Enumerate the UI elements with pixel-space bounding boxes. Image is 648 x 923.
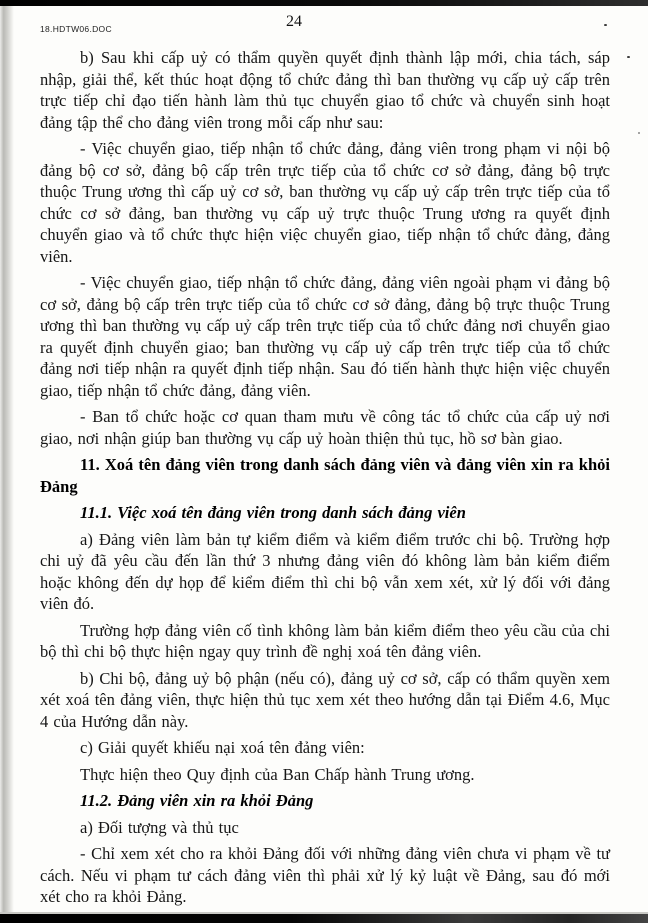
scan-edge-top [0,0,648,6]
paragraph: - Việc chuyển giao, tiếp nhận tổ chức đảng, đảng viên ngoài phạm vi đảng bộ cơ sở, đảng bộ cấp trên trực tiếp của tổ chức cơ sở đảng, đảng bộ trực thuộc Trung ương thì ban thường vụ cấp uỷ cấp trên trực tiếp của tổ chức đảng nơi chuyển giao ra quyết định chuyển giao; ban thường vụ cấp uỷ cấp trên trực tiếp của tổ chức đảng nơi tiếp nhận ra quyết định tiếp nhận. Sau đó tiến hành thực hiện việc chuyển giao, tiếp nhận tổ chức đảng, đảng viên. [40,273,610,400]
section-heading: 11. Xoá tên đảng viên trong danh sách đảng viên và đảng viên xin ra khỏi Đảng [40,455,610,496]
paragraph: - Ban tổ chức hoặc cơ quan tham mưu về công tác tổ chức của cấp uỷ nơi giao, nơi nhận giúp ban thường vụ cấp uỷ hoàn thiện thủ tục, hồ sơ bàn giao. [40,407,610,448]
scan-speck [638,132,640,134]
paragraph: a) Đối tượng và thủ tục [80,817,239,837]
paragraph: - Chỉ xem xét cho ra khỏi Đảng đối với những đảng viên chưa vi phạm về tư cách. Nếu vi phạm tư cách đảng viên thì phải xử lý kỷ luật về Đảng, sau đó mới xét cho ra khỏi Đảng. [40,844,610,906]
paragraph: c) Giải quyết khiếu nại xoá tên đảng viên: [80,738,365,757]
scan-edge-left [0,6,14,914]
document-code: 18.HDTW06.DOC [40,24,112,34]
paragraph: - Việc chuyển giao, tiếp nhận tổ chức đảng, đảng viên trong phạm vi nội bộ đảng bộ cơ sở, đảng bộ cấp trên trực tiếp của tổ chức cơ sở đảng, đảng bộ trực thuộc Trung ương thì cấp uỷ cơ sở, ban thường vụ cấp uỷ cấp trên trực tiếp của tổ chức cơ sở đảng, ban thường vụ cấp uỷ trực thuộc Trung ương ra quyết định chuyển giao và tổ chức thực hiện việc chuyển giao, tiếp nhận tổ chức đảng, đảng viên. [40,139,610,266]
paragraph: Thực hiện theo Quy định của Ban Chấp hành Trung ương. [80,764,475,784]
paragraph: b) Sau khi cấp uỷ có thẩm quyền quyết định thành lập mới, chia tách, sáp nhập, giải thể, kết thúc hoạt động tổ chức đảng thì ban thường vụ cấp uỷ cấp trên trực tiếp chỉ đạo tiến hành làm thủ tục chuyển giao tổ chức và chuyển sinh hoạt đảng tập thể cho đảng viên trong mỗi cấp như sau: [40,48,610,132]
paragraph: a) Đảng viên làm bản tự kiểm điểm và kiểm điểm trước chi bộ. Trường hợp chi uỷ đã yêu cầu đến lần thứ 3 nhưng đảng viên đó không làm bản kiểm điểm hoặc không đến dự họp để kiểm điểm thì chi bộ vẫn xem xét, xử lý đối với đảng viên đó. [40,529,610,613]
paragraph: Trường hợp đảng viên cố tình không làm bản kiểm điểm theo yêu cầu của chi bộ thì chi bộ thực hiện ngay quy trình đề nghị xoá tên đảng viên. [40,620,610,661]
document-body [40,47,610,913]
scan-speck [604,24,607,26]
scan-speck [627,56,630,58]
paragraph: b) Chi bộ, đảng uỷ bộ phận (nếu có), đảng uỷ cơ sở, cấp có thẩm quyền xem xét xoá tên đảng viên, thực hiện thủ tục xem xét theo hướng dẫn tại Điểm 4.6, Mục 4 của Hướng dẫn này. [40,668,610,731]
scan-edge-bottom [0,912,648,923]
page-number: 24 [286,13,302,30]
section-heading: 11.2. Đảng viên xin ra khỏi Đảng [80,791,314,810]
section-heading: 11.1. Việc xoá tên đảng viên trong danh sách đảng viên [80,503,466,522]
